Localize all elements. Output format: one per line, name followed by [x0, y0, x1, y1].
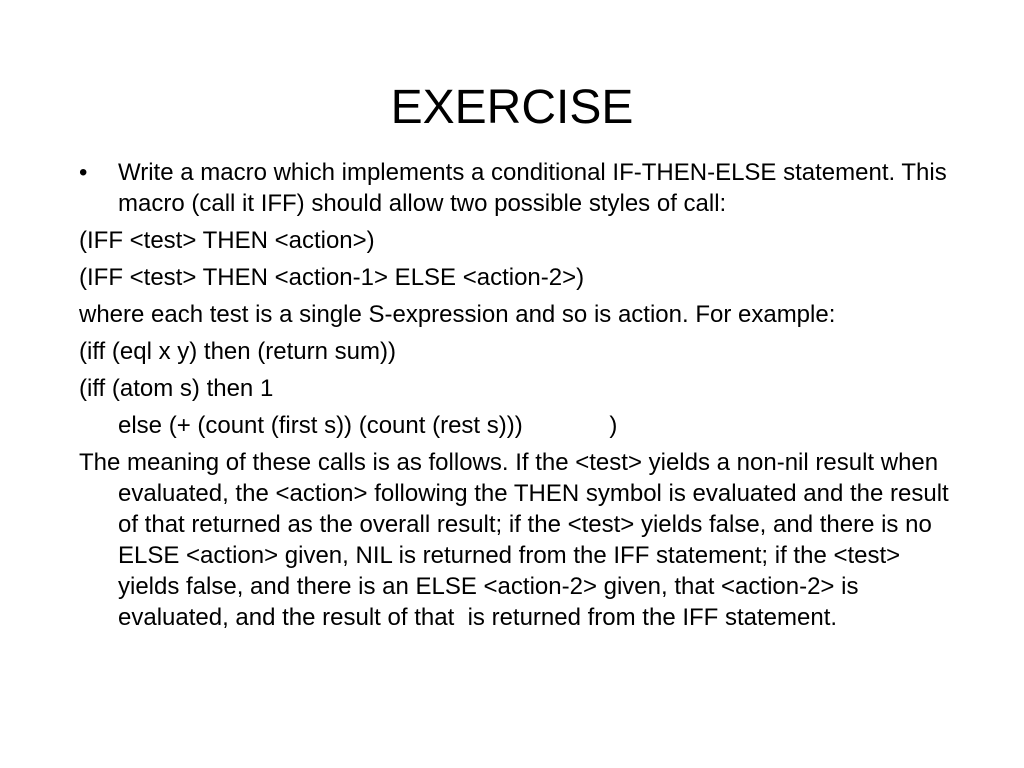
slide-title: EXERCISE: [390, 81, 634, 134]
bullet-text: Write a macro which implements a conditional IF-THEN-ELSE statement. This macro (call it IFF) should allow two possible styles of call:: [118, 159, 947, 217]
example-1: [79, 336, 949, 367]
example-2-line-1: [79, 373, 949, 404]
bullet-icon: •: [79, 159, 88, 186]
example-2-line-2: else (+ (count (first s)) (count (rest s))) ): [118, 412, 618, 439]
meaning-paragraph-text: The meaning of these calls is as follows. If the <test> yields a non-nil result when evaluated, the <action> following the THEN symbol is evaluated and the result of that returned as the overall result; if the <test> yields false, and there is no ELSE <action> given, NIL is returned from the IFF statement; if the <test> yields false, and there is an ELSE <action-2> given, that <action-2> is evaluated, and the result of that is returned from the IFF statement.: [79, 449, 956, 631]
example-1-text: (iff (eql x y) then (return sum)): [79, 338, 396, 365]
call-style-2: [79, 262, 949, 293]
slide-body: [79, 157, 956, 639]
meaning-paragraph: [79, 447, 956, 633]
call-style-1-text: (IFF <test> THEN <action>): [79, 227, 375, 254]
call-style-2-text: (IFF <test> THEN <action-1> ELSE <action-2>): [79, 264, 585, 291]
bullet-item: [79, 157, 949, 219]
where-paragraph-text: where each test is a single S-expression and so is action. For example:: [79, 301, 836, 328]
call-style-1: [79, 225, 949, 256]
where-paragraph: [79, 299, 949, 330]
example-2-line-1-text: (iff (atom s) then 1: [79, 375, 274, 402]
